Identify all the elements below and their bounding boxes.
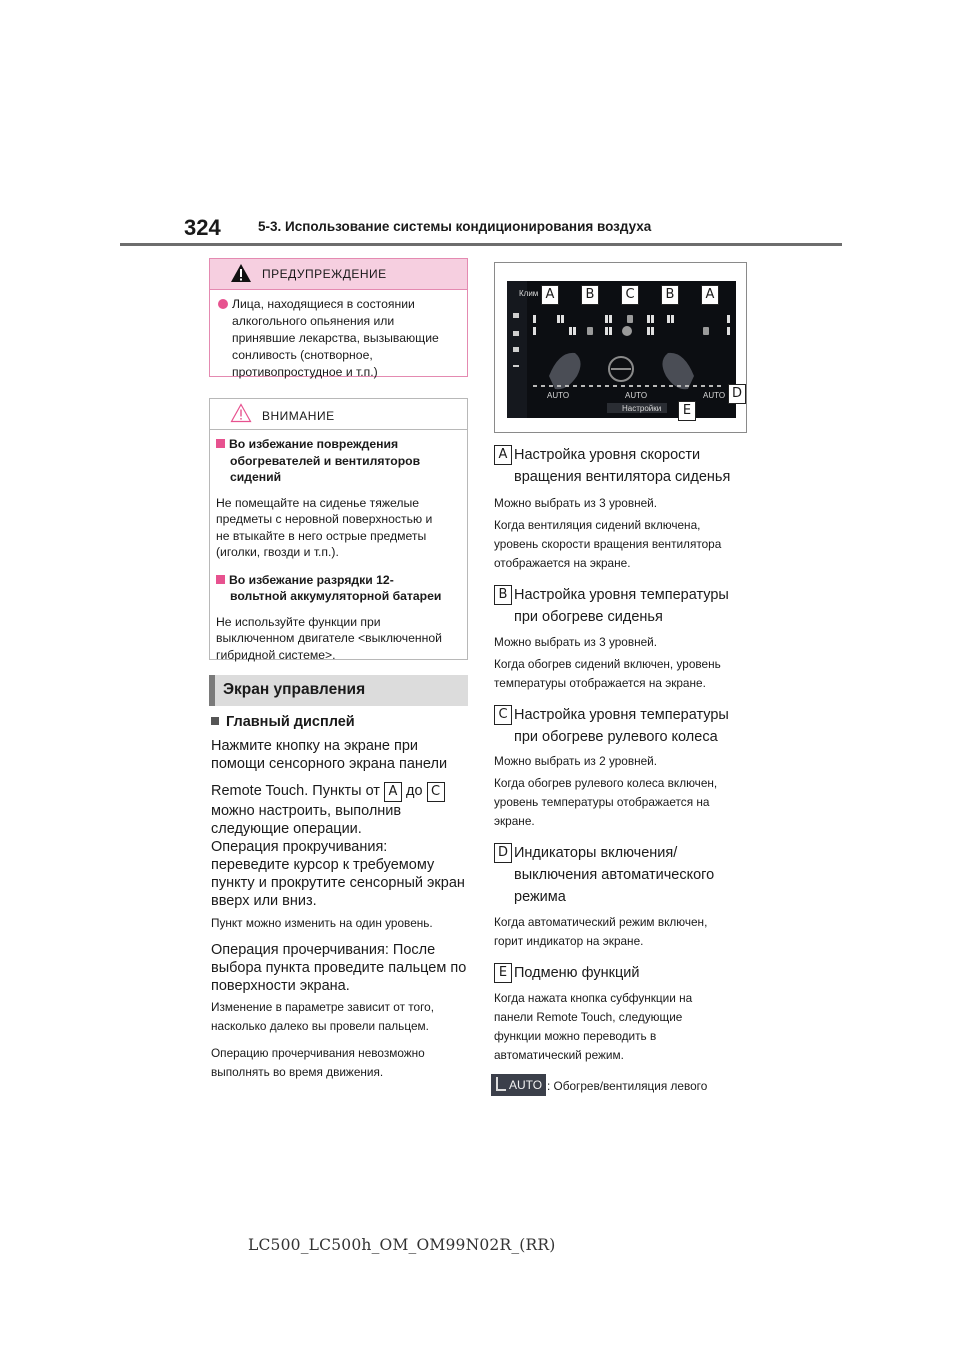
text-line: функции можно переводить в	[494, 1029, 657, 1043]
bullet-square-icon	[211, 717, 219, 725]
text-line: Можно выбрать из 3 уровней.	[494, 496, 658, 510]
bullet-square-icon	[216, 575, 225, 584]
note-3	[211, 1044, 471, 1082]
caution-subhead: Во избежание повреждения	[229, 437, 399, 451]
header-rule	[120, 243, 842, 246]
caution-text: Не используйте функции при	[216, 614, 381, 629]
warning-line: противопростудное и т.п.)	[232, 365, 378, 379]
text-line: Индикаторы включения/	[514, 845, 678, 861]
control-screen-illustration	[494, 262, 747, 433]
footer-doc-code: LC500_LC500h_OM_OM99N02R_(RR)	[248, 1236, 556, 1254]
caution-box	[209, 398, 468, 660]
text-line: можно настроить, выполнив	[211, 803, 402, 819]
caution-header	[210, 399, 467, 430]
text-span: Remote Touch. Пункты от	[211, 783, 380, 799]
paragraph-2	[211, 838, 471, 910]
text-span: до	[406, 783, 423, 799]
callout-c: C	[621, 285, 639, 305]
text-line: Операция прокручивания:	[211, 839, 388, 855]
note-2	[211, 998, 471, 1036]
caution-text: Не помещайте на сиденье тяжелые	[216, 495, 420, 510]
main-display-subhead	[211, 713, 471, 731]
item-d-title	[514, 842, 774, 908]
page-number: 324	[184, 215, 221, 240]
callout-a-left: A	[541, 285, 559, 305]
caution-text: предметы с неровной поверхностью и	[216, 512, 433, 526]
text-line: Можно выбрать из 2 уровней.	[494, 754, 658, 768]
text-line: Можно выбрать из 3 уровней.	[494, 635, 658, 649]
warning-header	[210, 259, 467, 290]
section-title: Экран управления	[223, 681, 366, 698]
letter-badge-c: C	[427, 782, 445, 802]
item-badge-b: B	[494, 585, 512, 605]
note-1: Пункт можно изменить на один уровень.	[211, 916, 433, 930]
subhead-text: Главный дисплей	[226, 714, 355, 730]
caution-body	[210, 430, 467, 663]
item-e-text	[494, 989, 754, 1065]
item-e-title: Подменю функций	[514, 965, 640, 981]
text-line: следующие операции.	[211, 821, 362, 837]
caution-text: выключенном двигателе <выключенной	[216, 631, 442, 645]
item-a-text	[494, 494, 754, 573]
bullet-dot-icon	[218, 299, 228, 309]
warning-line: принявшие лекарства, вызывающие	[232, 331, 439, 345]
text-line: Когда автоматический режим включен,	[494, 915, 708, 929]
auto-chip-description: : Обогрев/вентиляция левого	[547, 1079, 708, 1093]
text-line: переведите курсор к требуемому	[211, 857, 435, 873]
warning-body	[210, 290, 467, 381]
caution-text: не втыкайте в него острые предметы	[216, 528, 427, 543]
caution-subhead: сидений	[230, 470, 282, 484]
text-line: режима	[514, 889, 566, 905]
bullet-square-icon	[216, 439, 225, 448]
text-line: пункту и прокрутите сенсорный экран	[211, 875, 465, 891]
item-badge-e: E	[494, 963, 512, 983]
text-line: Когда нажата кнопка субфункции на	[494, 991, 693, 1005]
item-c-text	[494, 752, 754, 831]
caution-text: гибридной системе>.	[216, 647, 336, 662]
item-b-title	[514, 584, 774, 628]
warning-box	[209, 258, 468, 377]
screen-settings-label: Настройки	[622, 404, 662, 413]
text-line: выполнять во время движения.	[211, 1065, 384, 1079]
warning-line: алкогольного опьянения или	[232, 314, 395, 328]
text-line: при обогреве рулевого колеса	[514, 729, 718, 745]
caution-text: (иголки, гвозди и т.п.).	[216, 545, 339, 559]
item-d-text	[494, 913, 754, 951]
item-b-text	[494, 633, 754, 693]
text-line: уровень скорости вращения вентилятора	[494, 537, 722, 551]
text-line: при обогреве сиденья	[514, 609, 663, 625]
screen-auto-center: AUTO	[625, 391, 648, 400]
text-line: вверх или вниз.	[211, 893, 317, 909]
text-line: Когда обогрев сидений включен, уровень	[494, 657, 721, 671]
caution-title: ВНИМАНИЕ	[262, 409, 335, 423]
text-line: уровень температуры отображается на	[494, 795, 710, 809]
caution-triangle-icon	[230, 403, 252, 423]
auto-chip-label: AUTO	[509, 1078, 543, 1092]
text-line: Когда обогрев рулевого колеса включен,	[494, 776, 718, 790]
text-line: Операцию прочерчивания невозможно	[211, 1046, 425, 1060]
text-line: Настройка уровня скорости	[514, 447, 701, 463]
paragraph-3	[211, 941, 471, 995]
item-badge-d: D	[494, 843, 512, 863]
text-line: насколько далеко вы провели пальцем.	[211, 1019, 429, 1033]
section-bar	[209, 675, 215, 706]
callout-b-right: B	[661, 285, 679, 305]
text-line: Настройка уровня температуры	[514, 587, 729, 603]
screen-auto-left: AUTO	[547, 391, 570, 400]
callout-b-left: B	[581, 285, 599, 305]
text-line: отображается на экране.	[494, 556, 631, 570]
text-line: выбора пункта проведите пальцем по	[211, 960, 467, 976]
text-line: Настройка уровня температуры	[514, 707, 729, 723]
text-line: поверхности экрана.	[211, 978, 350, 994]
section-heading	[209, 675, 468, 706]
text-line: автоматический режим.	[494, 1048, 624, 1062]
letter-badge-a: A	[384, 782, 402, 802]
warning-line: Лица, находящиеся в состоянии	[232, 297, 415, 311]
warning-title: ПРЕДУПРЕЖДЕНИЕ	[262, 267, 387, 281]
text-line: панели Remote Touch, следующие	[494, 1010, 683, 1024]
text-line: Нажмите кнопку на экране при	[211, 738, 419, 754]
warning-line: сонливость (снотворное,	[232, 348, 373, 362]
seat-auto-chip	[491, 1074, 546, 1096]
text-line: Операция прочерчивания: После	[211, 942, 436, 958]
warning-triangle-icon	[230, 263, 252, 283]
text-line: экране.	[494, 814, 535, 828]
header-title: 5-3. Использование системы кондиционирования воздуха	[258, 219, 652, 234]
caution-subhead: Во избежание разрядки 12-	[229, 572, 394, 587]
screen-clim-label: Клим	[519, 289, 539, 298]
caution-subhead: вольтной аккумуляторной батареи	[230, 589, 442, 603]
item-badge-c: C	[494, 705, 512, 725]
text-line: Когда вентиляция сидений включена,	[494, 518, 701, 532]
item-badge-a: A	[494, 445, 512, 465]
text-line: горит индикатор на экране.	[494, 934, 644, 948]
callout-e: E	[678, 401, 696, 421]
text-line: вращения вентилятора сиденья	[514, 469, 731, 485]
callout-d: D	[728, 384, 746, 404]
text-line: температуры отображается на экране.	[494, 676, 706, 690]
text-line: помощи сенсорного экрана панели	[211, 756, 448, 772]
seat-icon	[496, 1077, 506, 1091]
paragraph-1	[211, 737, 471, 838]
screen-auto-right: AUTO	[703, 391, 726, 400]
caution-subhead: обогревателей и вентиляторов	[230, 453, 421, 468]
callout-a-right: A	[701, 285, 719, 305]
item-a-title	[514, 444, 774, 488]
text-line: Изменение в параметре зависит от того,	[211, 1000, 434, 1014]
text-line	[211, 782, 471, 802]
item-c-title	[514, 704, 774, 748]
text-line: выключения автоматического	[514, 867, 715, 883]
